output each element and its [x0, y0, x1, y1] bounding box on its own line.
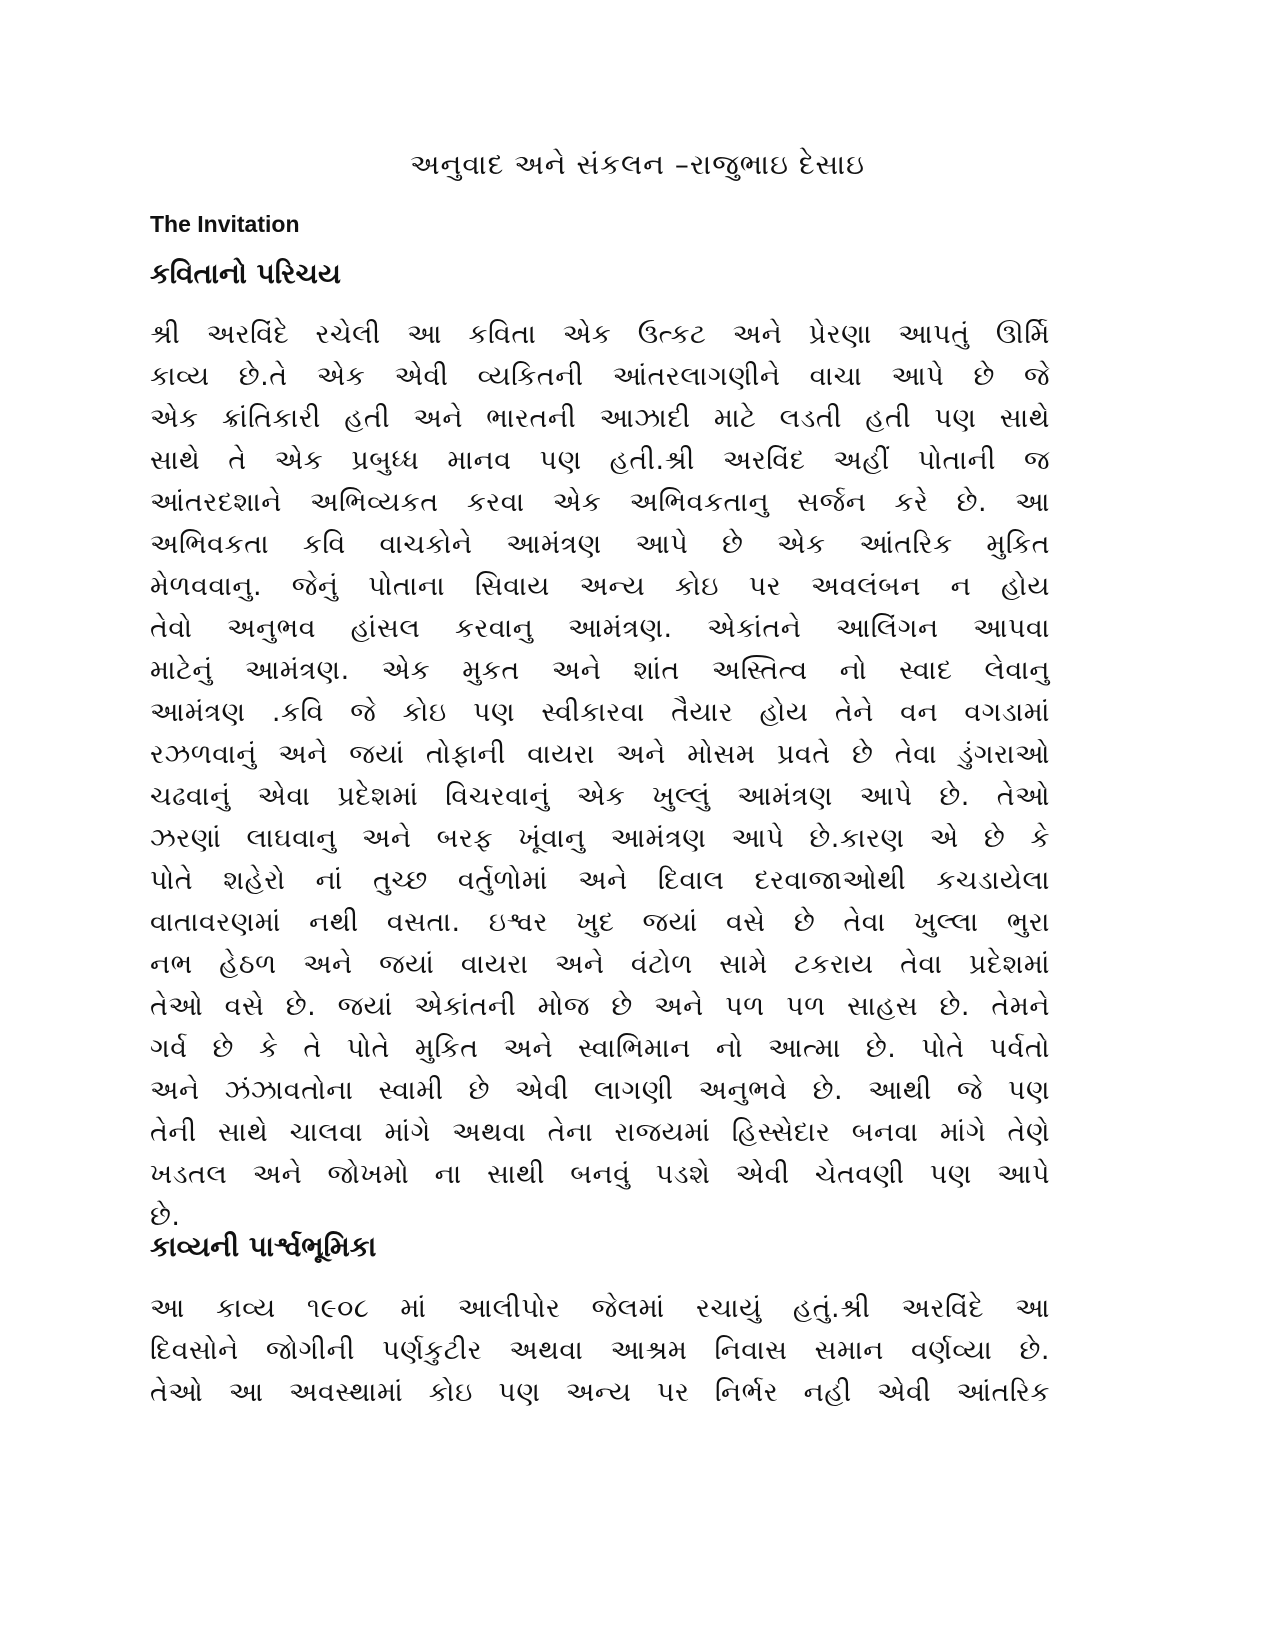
paragraph-line: માટેનું આમંત્રણ. એક મુકત અને શાંત અસ્તિત્વ નો સ્વાદ લેવાનુ: [150, 655, 1050, 686]
paragraph-line: સાથે તે એક પ્રબુધ્ધ માનવ પણ હતી.શ્રી અરવિંદ અહીં પોતાની જ: [150, 445, 1050, 476]
paragraph-line: તેઓ આ અવસ્થામાં કોઇ પણ અન્ય પર નિર્ભર નહી એવી આંતરિક: [150, 1377, 1050, 1408]
paragraph-line: છે.: [150, 1201, 181, 1232]
paragraph-line: નભ હેઠળ અને જયાં વાયરા અને વંટોળ સામે ટકરાય તેવા પ્રદેશમાં: [150, 949, 1050, 980]
paragraph-line: તેઓ વસે છે. જયાં એકાંતની મોજ છે અને પળ પળ સાહસ છે. તેમને: [150, 991, 1050, 1022]
introduction-paragraph: [150, 314, 1050, 1238]
translator-credit: અનુવાદ અને સંકલન –રાજુભાઇ દેસાઇ: [409, 148, 866, 181]
paragraph-line: રઝળવાનું અને જયાં તોફાની વાયરા અને મોસમ પ્રવતે છે તેવા ડુંગરાઓ: [150, 739, 1050, 770]
paragraph-line: મેળવવાનુ. જેનું પોતાના સિવાય અન્ય કોઇ પર અવલંબન ન હોય: [150, 571, 1050, 602]
paragraph-line: આ કાવ્ય ૧૯૦૮ માં આલીપોર જેલમાં રચાયું હતું.શ્રી અરવિંદે આ: [150, 1293, 1050, 1324]
paragraph-line: શ્રી અરવિંદે રચેલી આ કવિતા એક ઉત્કટ અને પ્રેરણા આપતું ઊર્મિ: [150, 319, 1050, 350]
paragraph-line: ઝરણાં લાઘવાનુ અને બરફ ખૂંવાનુ આમંત્રણ આપે છે.કારણ એ છે કે: [150, 823, 1050, 854]
section-heading-background: કાવ્યની પાર્શ્વભૂમિકા: [150, 1230, 377, 1263]
paragraph-line: વાતાવરણમાં નથી વસતા. ઇશ્વર ખુદ જયાં વસે છે તેવા ખુલ્લા ભુરા: [150, 907, 1050, 938]
paragraph-line: તેવો અનુભવ હાંસલ કરવાનુ આમંત્રણ. એકાંતને આલિંગન આપવા: [150, 613, 1050, 644]
background-paragraph: [150, 1288, 1050, 1414]
paragraph-line: અભિવકતા કવિ વાચકોને આમંત્રણ આપે છે એક આંતરિક મુકિત: [150, 529, 1050, 560]
paragraph-line: ગર્વ છે કે તે પોતે મુકિત અને સ્વાભિમાન નો આત્મા છે. પોતે પર્વતો: [150, 1033, 1050, 1064]
paragraph-line: પોતે શહેરો નાં તુચ્છ વર્તુળોમાં અને દિવાલ દરવાજાઓથી કચડાયેલા: [150, 865, 1050, 896]
paragraph-line: ખડતલ અને જોખમો ના સાથી બનવું પડશે એવી ચેતવણી પણ આપે: [150, 1159, 1050, 1190]
paragraph-line: કાવ્ય છે.તે એક એવી વ્યકિતની આંતરલાગણીને વાચા આપે છે જે: [150, 361, 1050, 392]
paragraph-line: અને ઝંઝાવતોના સ્વામી છે એવી લાગણી અનુભવે છે. આથી જે પણ: [150, 1075, 1050, 1106]
paragraph-line: આંતરદશાને અભિવ્યકત કરવા એક અભિવકતાનુ સર્જન કરે છે. આ: [150, 487, 1050, 518]
english-title: The Invitation: [150, 211, 300, 237]
paragraph-line: દિવસોને જોગીની પર્ણકુટીર અથવા આશ્રમ નિવાસ સમાન વર્ણવ્યા છે.: [150, 1335, 1050, 1366]
paragraph-line: આમંત્રણ .કવિ જે કોઇ પણ સ્વીકારવા તૈયાર હોય તેને વન વગડામાં: [150, 697, 1050, 728]
paragraph-line: એક ક્રાંતિકારી હતી અને ભારતની આઝાદી માટે લડતી હતી પણ સાથે: [150, 403, 1050, 434]
paragraph-line: ચઢવાનું એવા પ્રદેશમાં વિચરવાનું એક ખુલ્લું આમંત્રણ આપે છે. તેઓ: [150, 781, 1050, 812]
section-heading-introduction: કવિતાનો પરિચય: [150, 257, 341, 290]
paragraph-line: તેની સાથે ચાલવા માંગે અથવા તેના રાજયમાં હિસ્સેદાર બનવા માંગે તેણે: [150, 1117, 1050, 1148]
